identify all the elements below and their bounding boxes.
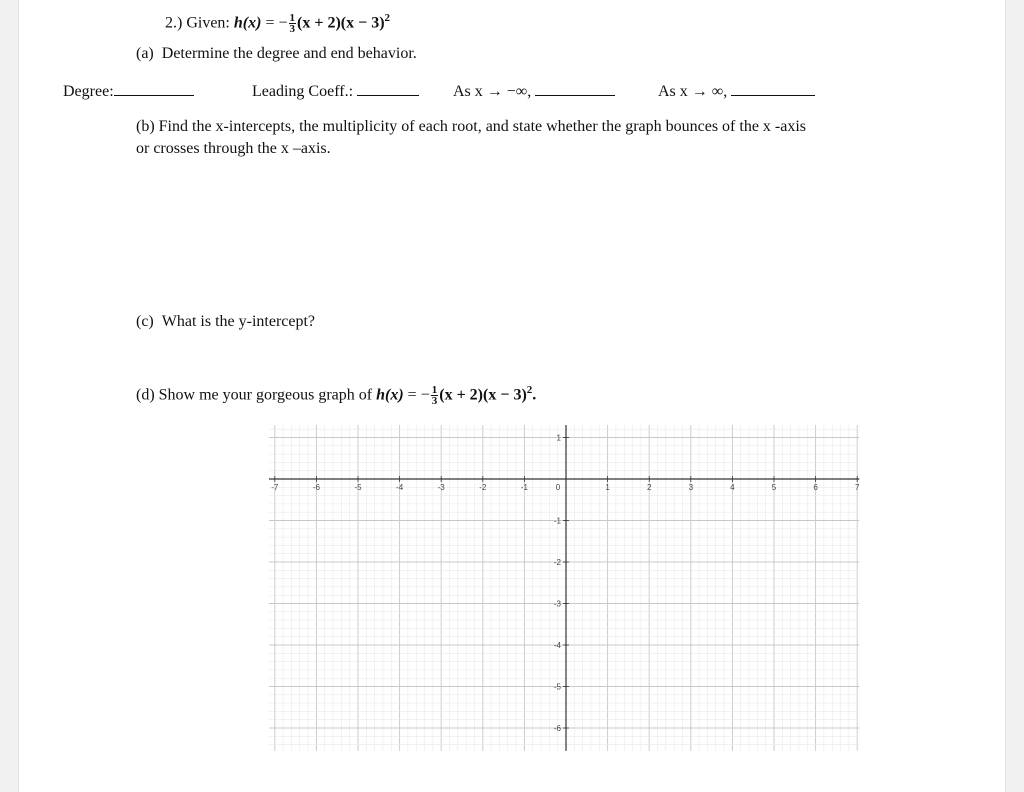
x-tick-label-3: 3 [688,483,694,492]
pos-infinity-label: As x → ∞, [658,83,728,100]
x-tick-label-1: 1 [605,483,610,492]
x-tick-label-0: 0 [555,483,561,492]
x-tick-label-7: 7 [854,483,860,492]
leading-coeff-blank[interactable] [357,81,419,96]
fraction-one-third: $\frac{1}{3}$ [289,12,295,36]
x-tick-label-2: 2 [646,483,652,492]
part-b-question [136,116,806,160]
part-c-question [136,313,315,331]
y-tick-label--6: -6 [553,724,561,733]
function-name: h(x) [233,14,262,32]
y-tick-label-1: 1 [556,433,561,443]
part-d-text: Show me your gorgeous graph of [158,386,373,404]
part-d-equals: = [407,386,417,404]
negative-sign: − [278,14,288,32]
part-d-label: (d) [136,386,155,404]
neg-infinity-blank[interactable] [535,81,615,96]
part-b-label: (b) [136,118,155,135]
pos-infinity-row [658,81,815,101]
degree-blank[interactable] [114,81,194,96]
given-label: Given: [186,14,230,32]
part-d-exponent: 2 [526,384,533,396]
part-d-function-name: h(x) [376,386,404,404]
equals-sign: = [265,14,275,32]
function-exponent: 2 [384,12,391,24]
degree-row [63,81,194,101]
degree-label: Degree: [63,83,114,100]
leading-coeff-row [252,81,419,101]
y-tick-label--1: -1 [553,516,561,526]
part-b-line1: Find the x-intercepts, the multiplicity of each root, and state whether the graph bounces of the x -axis [158,118,807,135]
x-tick-label-5: 5 [771,483,777,492]
problem-header [165,12,390,34]
coordinate-grid[interactable] [269,423,869,753]
x-tick-label--5: -5 [354,483,362,492]
pos-infinity-blank[interactable] [731,81,815,96]
y-tick-label--2: -2 [553,558,561,567]
part-a-label: (a) [136,45,154,62]
x-tick-label--6: -6 [312,483,320,492]
part-c-label: (c) [136,313,154,330]
x-tick-label--1: -1 [520,483,528,492]
part-d-negative: − [420,386,430,404]
neg-infinity-label: As x → −∞, [453,83,532,100]
y-tick-label--3: -3 [553,599,561,609]
part-a-text: Determine the degree and end behavior. [161,45,417,62]
x-tick-label--2: -2 [479,483,487,492]
x-tick-label--3: -3 [437,483,445,492]
y-tick-label--4: -4 [553,641,561,650]
leading-coeff-label: Leading Coeff.: [252,83,354,100]
part-d-function-body: (x + 2)(x − 3) [439,386,527,404]
x-tick-label--7: -7 [271,483,279,492]
y-tick-label--5: -5 [553,682,561,692]
part-d-period: . [532,386,537,404]
part-d-question [136,384,536,406]
part-b-line2: or crosses through the x –axis. [136,140,331,157]
x-tick-label-6: 6 [813,483,818,492]
part-a-question [136,45,417,63]
neg-infinity-row [453,81,615,101]
problem-number: 2.) [165,14,183,32]
x-tick-label-4: 4 [730,483,735,492]
part-c-text: What is the y-intercept? [161,313,316,330]
function-body: (x + 2)(x − 3) [297,14,385,32]
part-d-fraction: $\frac{1}{3}$ [431,384,438,408]
x-tick-label--4: -4 [396,483,404,492]
worksheet-page [18,0,1006,792]
